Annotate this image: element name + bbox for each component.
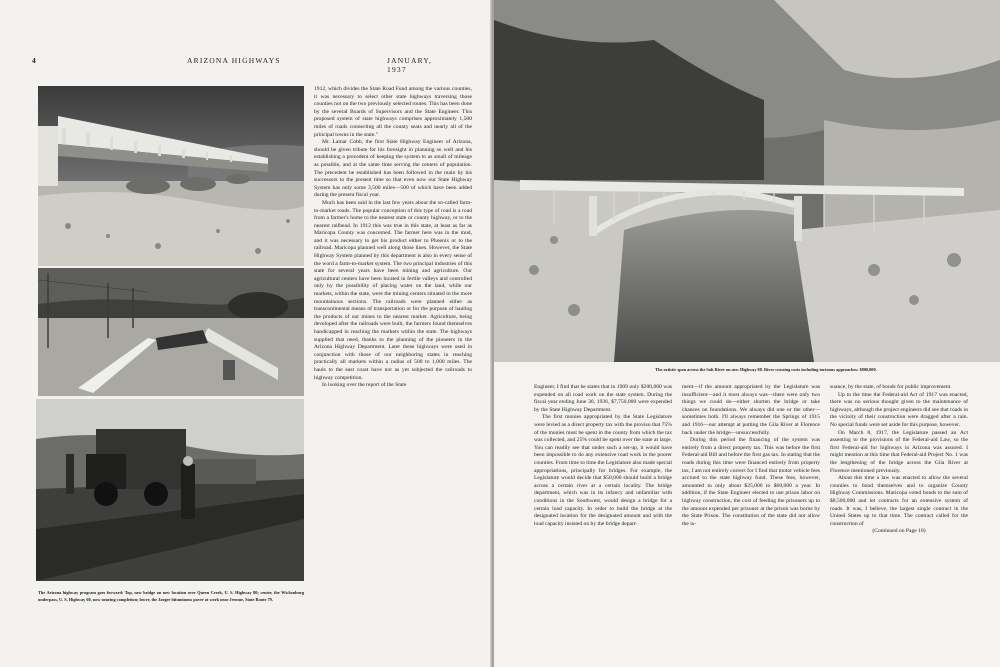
left-text-column [314, 86, 472, 390]
paragraph: About this time a law was enacted to allow the several counties to bond themselves and to organize County Highway Commissions. Maricopa voted bonds to the sum of $8,500,000 and let contracts for an extensive system of roads. It was, I believe, the largest single contract in the United States up to that time. The contract called for the construction of [830, 475, 968, 527]
paragraph: In looking over the report of the State [322, 382, 407, 389]
right-photo-caption: The artistic span across the Salt River on new Highway 88. River crossing costs including tortuous approaches: $800,000. [655, 367, 877, 372]
paragraph: Up to the time the Federal-aid Act of 1917 was enacted, there was no serious thought given to the maintenance of highways, although the project engineers did see that roads in the vicinity of their construction were dragged after a rain. No special funds were set aside for this purpose, however. [830, 391, 968, 428]
right-page [494, 0, 1000, 667]
magazine-title: ARIZONA HIGHWAYS [187, 56, 281, 65]
photo-salt-river-bridge [494, 0, 1000, 362]
left-photo-caption: The Arizona highway program goes forward: Top, new bridge on new location over Queen Creek, U. S. Highway 80; center, the Wickenburg underpass, U. S. Highway 60, now nearing completion; lower, the Jaeger bituminous paver at work near Jerome, State Route 79. [38, 590, 304, 602]
issue-date: JANUARY, 1937 [387, 56, 433, 74]
photo-queen-creek-bridge [38, 86, 304, 266]
page-number: 4 [32, 56, 37, 65]
paragraph: On March 8, 1917, the Legislature passed an Act assenting to the provisions of the Federal-aid Law, so the first Federal-aid for highways in Arizona was assured. I might mention at this time that Federal-aid Project No. 1 was the lengthening of the bridge across the Gila River at Florence mentioned previously. [830, 429, 968, 474]
photo-jaeger-paver [36, 399, 304, 581]
salt-river-bridge-image [494, 0, 1000, 362]
right-text-column-3 [830, 384, 968, 536]
photo-wickenburg-underpass [38, 268, 304, 396]
right-text-column-1 [534, 384, 672, 528]
paragraph: 1912, which divides the State Road Fund among the various counties, it was necessary to select other state highways traversing those counties not on the two previously selected routes. This has been done by the several Boards of Supervisors and the State Engineer. This proposed system of state highways comprises approximately 1,500 miles of roads connecting all the county seats and nearly all of the principal towns in the state." [314, 86, 472, 138]
right-text-column-2 [682, 384, 820, 528]
paragraph: Engineer, I find that he states that in 1909 only $200,000 was expended on all road work on the state system. During the fiscal year ending June 30, 1936, $7,750,000 were expended by the State Highway Department. [534, 384, 672, 413]
paragraph: During this period the financing of the system was entirely from a direct property tax. This was before the first Federal-aid Bill and before the first gas tax. In stating that the roads during this time were financed entirely from property tax, I am not entirely correct for I find that motor vehicle fees accrued to the state highway fund. These fees, however, amounted to only about $25,000 to $60,000 a year. In addition, if the State Engineer elected to use prison labor on highway construction, the cost of feeding the prisoners up to the amount expended per prisoner at the prison was borne by the State Prison. The constitution of the state did not allow the is- [682, 437, 820, 527]
paragraph: suance, by the state, of bonds for public improvement. [830, 384, 952, 390]
paver-photo-image [36, 399, 304, 581]
continued-note: (Continued on Page 18) [872, 528, 926, 535]
paragraph: ment—if the amount appropriated by the Legislature was insufficient—and it most always was—there were only two things we could do—either shorten the bridge or take chances on foundations. We always did one or the other—sometimes both. I'll always remember the Springs of 1915 and 1916—our attempt at putting the Gila River at Florence back under the bridge—unsuccessfully. [682, 384, 820, 436]
paragraph: The first monies appropriated by the State Legislature were levied as a direct property tax with the proviso that 75% of the monies must be spent in the county from which the tax was collected, and 25% could be spent over the state at large. You can readily see that under such a set-up, it would have been impossible to do any extensive road work in the poorer counties. From time to time the Legislature also made special appropriations, principally for bridges. For example, the Legislature would decide that $50,000 should build a bridge across a certain river at a certain locality. The bridge department, which was in its infancy and unfamiliar with conditions in the Southwest, would design a bridge for a certain load capacity. In order to build the bridge at the designated location for the designated amount and with the load capacity insisted on by the bridge depart- [534, 414, 672, 527]
paragraph: Much has been said in the last few years about the so-called farm-to-market roads. The popular conception of this type of road is a road from a farmer's home to the nearest state or county highway, or to the nearest railhead. In 1912 this was true in this state, at least as far as Maricopa County was concerned. The farmer here was in the mud, and it was necessary to get his product either to Phoenix or to the railroad. Maricopa planned well along those lines. However, the State Highway System planned by this department is also in every sense of the word a farm-to-market system. The two principal industries of this state for several years have been mining and agriculture. Our agricultural centers have been located in fertile valleys and controlled only by the possibility of placing water on the land, while our markets, within the state, were the mining centers situated in the more mountainous sections. The railroads were planned either as transcontinental means of transportation or for the purpose of hauling the products of our mines to the nearest market. Agriculture, being developed after the railroads were built, the farmers found themselves handicapped in reaching the markets within the state. The highways supplied that need, thanks to the planning of the pioneers in the Arizona Highway Department. Later these highways were used in conjunction with those of our neighboring states in reaching practically all markets within a radius of 500 to 1,000 miles. The hauls to the east coast have not as yet subjected the railroads to highway competition. [314, 199, 472, 381]
left-page [0, 0, 492, 667]
bridge-photo-image [38, 86, 304, 266]
paragraph: Mr. Lamar Cobb, the first State Highway Engineer of Arizona, should be given tribute for his foresight in planning so well and his establishing a precedent of keeping the system to as small of mileage as possible, and at the same time serving the centers of population. The precedent he established has been followed in the main by his successors to the present time so that even now our State Highway System has only some 3,500 miles—500 of which have been added during the present fiscal year. [314, 139, 472, 199]
underpass-photo-image [38, 268, 304, 396]
